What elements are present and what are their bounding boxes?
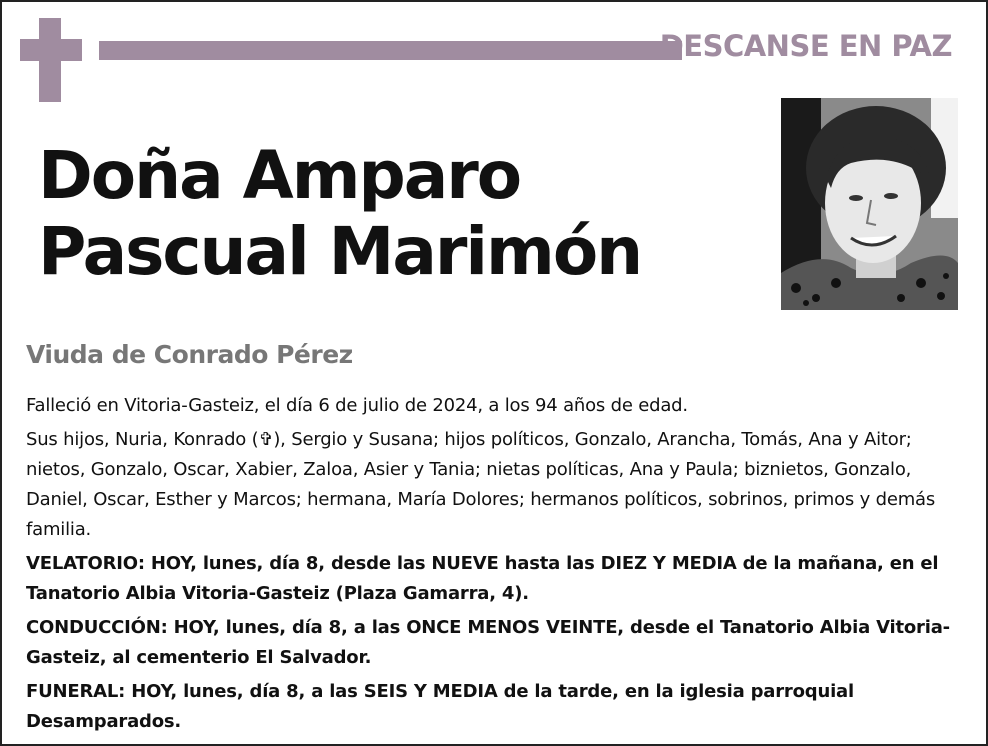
death-notice: Falleció en Vitoria-Gasteiz, el día 6 de julio de 2024, a los 94 años de edad. xyxy=(26,395,688,416)
name-line-1: Doña Amparo xyxy=(38,137,521,214)
conduccion-info: CONDUCCIÓN: HOY, lunes, día 8, a las ONCE MENOS VEINTE, desde el Tanatorio Albia Vitoria-Gasteiz, al cementerio El Salvador. xyxy=(26,617,950,668)
family-text-2: ), Sergio y Susana; hijos políticos, Gonzalo, Arancha, Tomás, Ana y Aitor; nietos, Gonzalo, Oscar, Xabier, Zaloa, Asier y Tania; nietas políticas, Ana y Paula; biznietos, Gonzalo, Daniel, Oscar, Esther y Marcos; hermana, María Dolores; hermanos políticos, sobrinos, primos y demás familia. xyxy=(26,429,936,540)
deceased-name xyxy=(38,138,641,290)
header-title: DESCANSE EN PAZ xyxy=(659,29,952,63)
deceased-cross-icon: ✞ xyxy=(258,429,274,450)
name-line-2: Pascual Marimón xyxy=(38,213,642,290)
widow-of: Viuda de Conrado Pérez xyxy=(26,340,353,369)
family-text-1: Sus hijos, Nuria, Konrado ( xyxy=(26,429,259,450)
family-list xyxy=(26,425,961,545)
funeral-info: FUNERAL: HOY, lunes, día 8, a las SEIS Y MEDIA de la tarde, en la iglesia parroquial Desamparados. xyxy=(26,681,854,732)
portrait-photo xyxy=(781,98,958,310)
velatorio-info: VELATORIO: HOY, lunes, día 8, desde las NUEVE hasta las DIEZ Y MEDIA de la mañana, en el Tanatorio Albia Vitoria-Gasteiz (Plaza Gamarra, 4). xyxy=(26,553,939,604)
header-rule xyxy=(99,41,682,60)
portrait-image xyxy=(781,98,958,310)
notice-body xyxy=(26,391,961,741)
cross-icon-bar xyxy=(20,39,82,61)
